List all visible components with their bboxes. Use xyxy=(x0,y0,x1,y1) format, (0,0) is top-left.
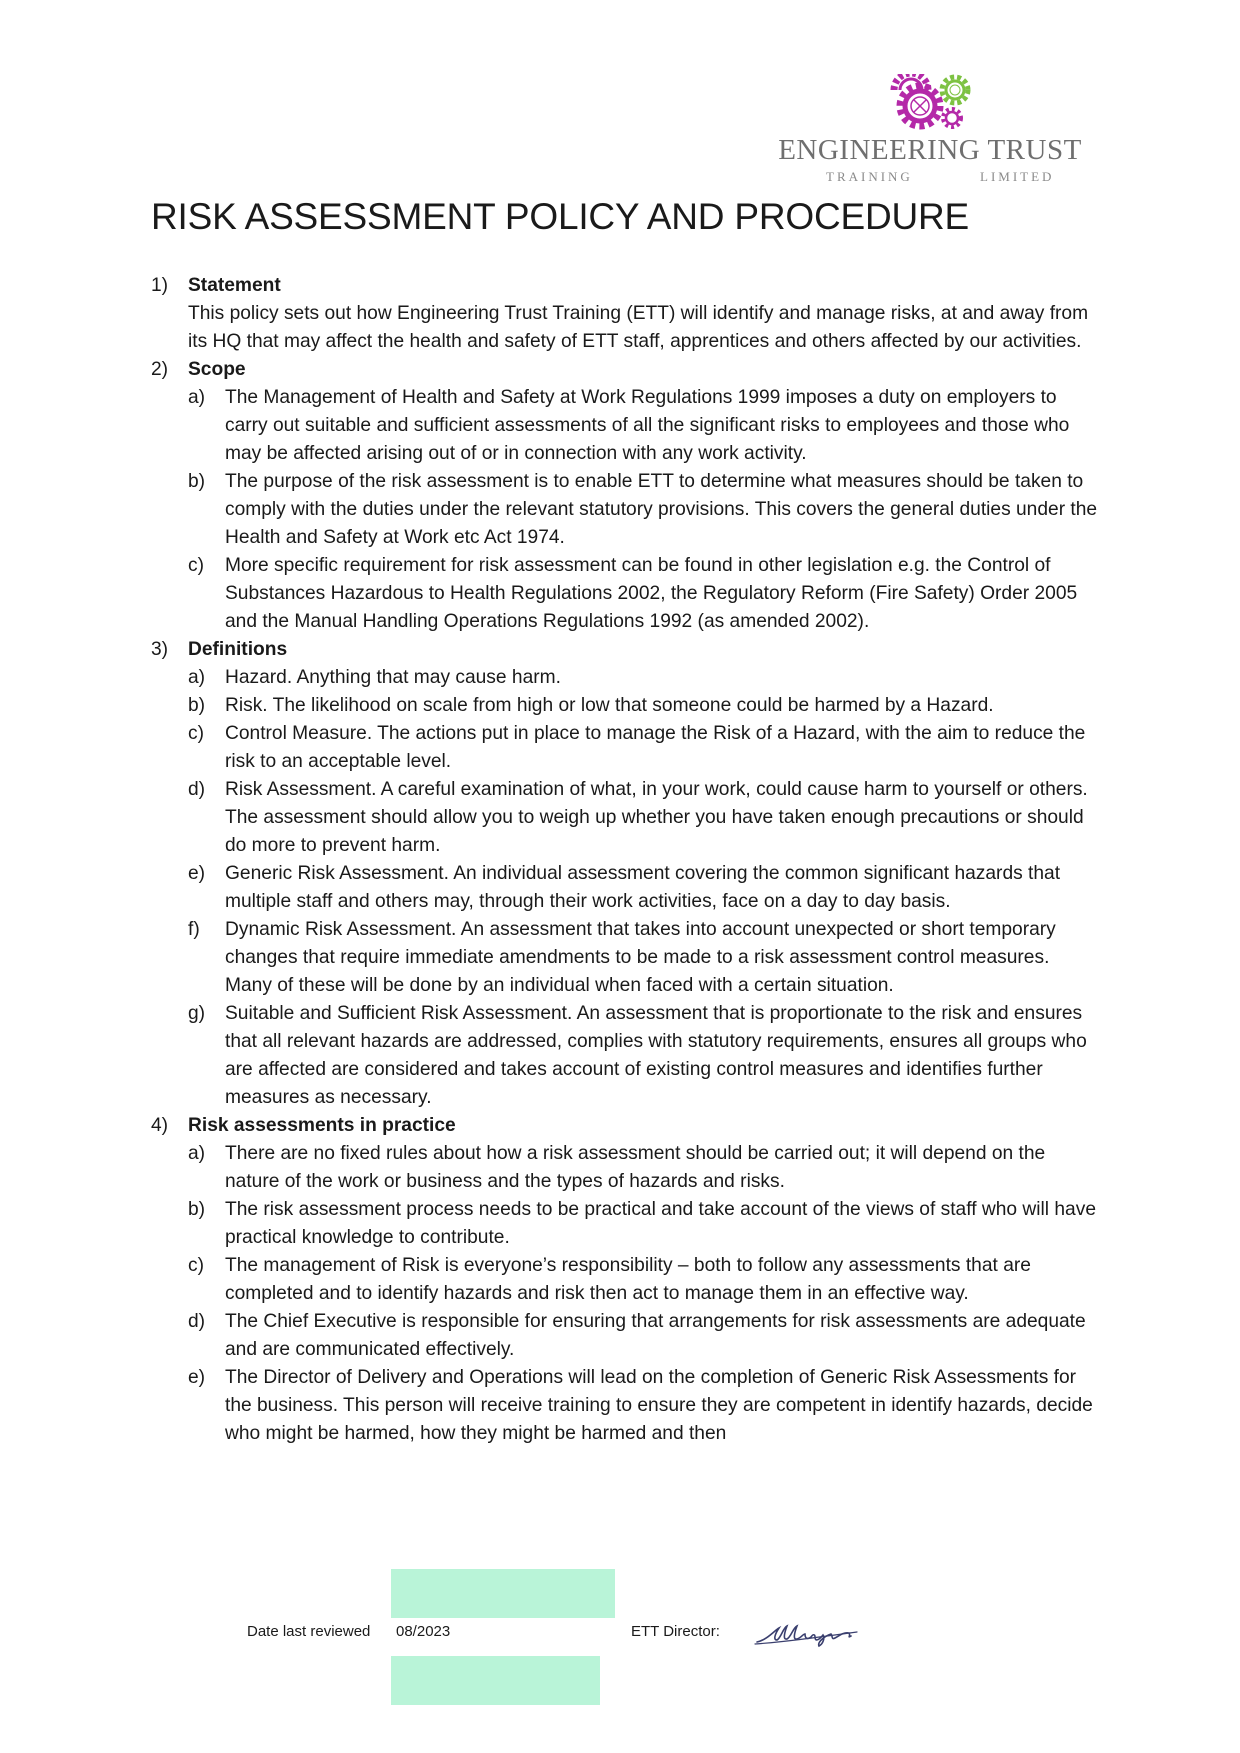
list-item xyxy=(151,720,1101,776)
section-number: 2) xyxy=(151,359,169,380)
item-letter: a) xyxy=(188,387,206,408)
item-text: Control Measure. The actions put in place to manage the Risk of a Hazard, with the aim to reduce the risk to an acceptable level. xyxy=(225,723,1086,772)
list-item xyxy=(151,916,1101,1000)
section-heading xyxy=(151,636,1101,664)
footer-highlight-top xyxy=(391,1569,615,1618)
date-reviewed-label: Date last reviewed xyxy=(247,1623,371,1640)
page-title: RISK ASSESSMENT POLICY AND PROCEDURE xyxy=(151,196,970,237)
logo-subtitle-right: LIMITED xyxy=(980,169,1055,184)
item-letter: b) xyxy=(188,695,206,716)
director-label: ETT Director: xyxy=(631,1623,720,1640)
list-item xyxy=(151,776,1101,860)
item-letter: a) xyxy=(188,667,206,688)
section-scope xyxy=(151,356,1101,636)
item-letter: b) xyxy=(188,471,206,492)
company-logo xyxy=(770,74,1090,194)
section-heading xyxy=(151,1112,1101,1140)
item-text: There are no fixed rules about how a risk assessment should be carried out; it will depend on the nature of the work or business and the types of hazards and risks. xyxy=(225,1143,1046,1192)
section-title: Scope xyxy=(188,359,246,380)
item-text: More specific requirement for risk assessment can be found in other legislation e.g. the Control of Substances Hazardous to Health Regulations 2002, the Regulatory Reform (Fire Safety) Order 2005 and the Manual Handling Operations Regulations 1992 (as amended 2002). xyxy=(225,555,1078,632)
list-item xyxy=(151,860,1101,916)
item-letter: d) xyxy=(188,779,206,800)
list-item xyxy=(151,664,1101,692)
date-reviewed-value: 08/2023 xyxy=(396,1623,451,1640)
item-text: The Director of Delivery and Operations will lead on the completion of Generic Risk Assessments for the business. This person will receive training to ensure they are competent in identify hazards, decide who might be harmed, how they might be harmed and then xyxy=(225,1367,1093,1444)
list-item xyxy=(151,1308,1101,1364)
item-text: The Chief Executive is responsible for ensuring that arrangements for risk assessments are adequate and are communicated effectively. xyxy=(225,1311,1086,1360)
item-text: The management of Risk is everyone’s responsibility – both to follow any assessments that are completed and to identify hazards and risk then act to manage them in an effective way. xyxy=(225,1255,1031,1304)
item-text: Suitable and Sufficient Risk Assessment. An assessment that is proportionate to the risk and ensures that all relevant hazards are addressed, complies with statutory requirements, ensures all groups who are affected are considered and takes account of existing control measures and identifies further measures as necessary. xyxy=(225,1003,1087,1108)
footer-highlight-bottom xyxy=(391,1656,600,1705)
item-letter: d) xyxy=(188,1311,206,1332)
item-letter: f) xyxy=(188,919,200,940)
item-text: The purpose of the risk assessment is to enable ETT to determine what measures should be taken to comply with the duties under the relevant statutory provisions. This covers the general duties under the Health and Safety at Work etc Act 1974. xyxy=(225,471,1098,548)
item-text: Risk. The likelihood on scale from high or low that someone could be harmed by a Hazard. xyxy=(225,695,994,716)
section-definitions xyxy=(151,636,1101,1112)
list-item xyxy=(151,552,1101,636)
section-number: 1) xyxy=(151,275,169,296)
item-text: The risk assessment process needs to be practical and take account of the views of staff who will have practical knowledge to contribute. xyxy=(225,1199,1096,1248)
logo-company-name: ENGINEERING TRUST xyxy=(778,134,1082,166)
section-risk-assessments-in-practice xyxy=(151,1112,1101,1448)
list-item xyxy=(151,1196,1101,1252)
list-item xyxy=(151,1000,1101,1112)
item-letter: e) xyxy=(188,1367,206,1388)
half-gear-icon xyxy=(890,74,932,92)
item-letter: c) xyxy=(188,555,204,576)
section-title: Definitions xyxy=(188,639,288,660)
section-heading xyxy=(151,356,1101,384)
section-title: Risk assessments in practice xyxy=(188,1115,456,1136)
list-item xyxy=(151,692,1101,720)
item-letter: b) xyxy=(188,1199,206,1220)
item-letter: c) xyxy=(188,1255,204,1276)
section-number: 3) xyxy=(151,639,169,660)
section-paragraph: This policy sets out how Engineering Trust Training (ETT) will identify and manage risks, at and away from its HQ that may affect the health and safety of ETT staff, apprentices and others affected by our activities. xyxy=(188,303,1089,352)
section-statement xyxy=(151,272,1101,356)
item-text: Risk Assessment. A careful examination of what, in your work, could cause harm to yourself or others. The assessment should allow you to weigh up whether you have taken enough precautions or should do more to prevent harm. xyxy=(225,779,1088,856)
list-item xyxy=(151,1140,1101,1196)
item-letter: a) xyxy=(188,1143,206,1164)
list-item xyxy=(151,1364,1101,1448)
item-text: Hazard. Anything that may cause harm. xyxy=(225,667,561,688)
list-item xyxy=(151,1252,1101,1308)
item-text: Generic Risk Assessment. An individual assessment covering the common significant hazards that multiple staff and others may, through their work activities, face on a day to day basis. xyxy=(225,863,1061,912)
director-signature-icon xyxy=(753,1620,863,1650)
document-body xyxy=(151,272,1101,1448)
item-letter: c) xyxy=(188,723,204,744)
list-item xyxy=(151,384,1101,468)
section-heading xyxy=(151,272,1101,300)
section-title: Statement xyxy=(188,275,281,296)
item-letter: g) xyxy=(188,1003,206,1024)
item-text: Dynamic Risk Assessment. An assessment that takes into account unexpected or short temporary changes that require immediate amendments to be made to a risk assessment control measures. Many of these will be done by an individual when faced with a certain situation. xyxy=(225,919,1056,996)
item-text: The Management of Health and Safety at Work Regulations 1999 imposes a duty on employers to carry out suitable and sufficient assessments of all the significant risks to employees and those who may be affected arising out of or in connection with any work activity. xyxy=(225,387,1070,464)
section-number: 4) xyxy=(151,1115,169,1136)
logo-subtitle-left: TRAINING xyxy=(826,169,913,184)
list-item xyxy=(151,468,1101,552)
item-letter: e) xyxy=(188,863,206,884)
